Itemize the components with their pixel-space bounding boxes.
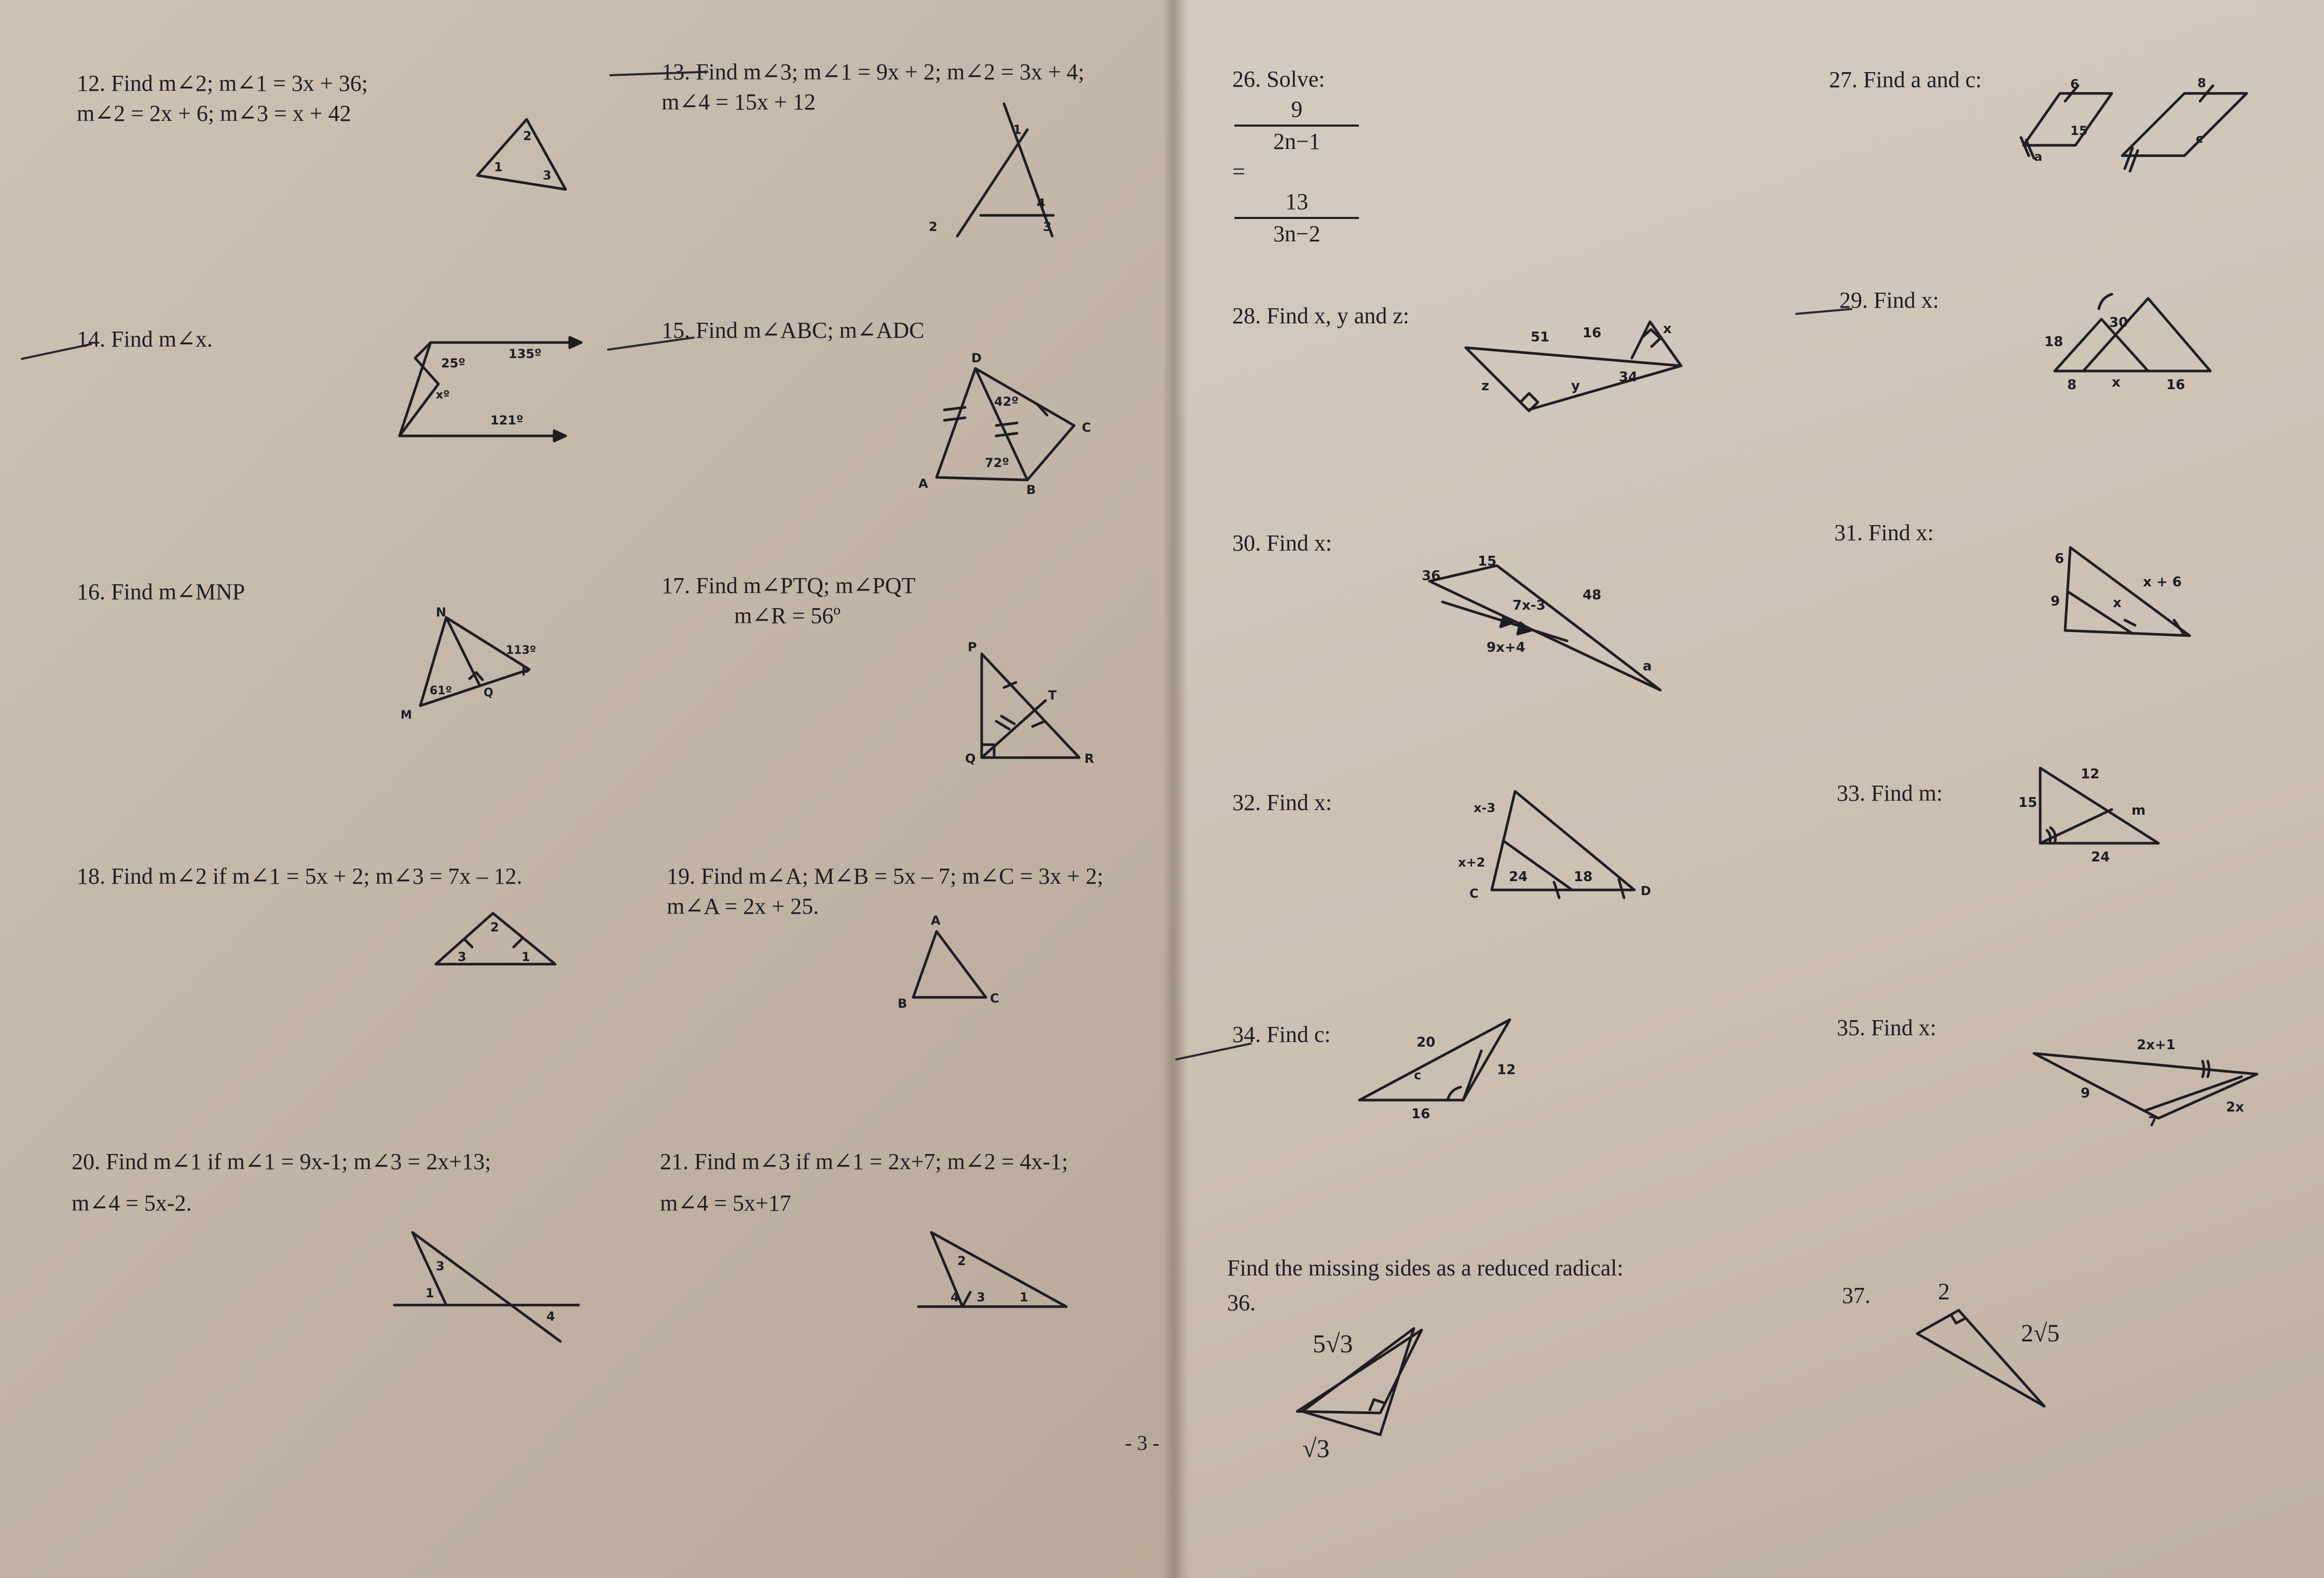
figure-29-triangle <box>2044 288 2231 407</box>
label: 42º <box>994 394 1019 409</box>
question-20-line1: 20. Find m∠1 if m∠1 = 9x-1; m∠3 = 2x+13; <box>72 1149 491 1174</box>
question-21 <box>660 1147 1068 1218</box>
question-34 <box>1232 1020 1330 1050</box>
fraction-2-denominator: 3n−2 <box>1273 221 1321 246</box>
question-13-line2: m∠4 = 15x + 12 <box>662 89 816 115</box>
label: 4 <box>546 1309 555 1324</box>
label: 16 <box>1583 325 1602 341</box>
question-18-line1: 18. Find m∠2 if m∠1 = 5x + 2; m∠3 = 7x – 12. <box>77 863 522 889</box>
label: R <box>1084 751 1094 766</box>
figure-35-triangle <box>2024 1033 2267 1136</box>
label: 7 <box>2148 1114 2158 1130</box>
fraction-1 <box>1234 94 1359 157</box>
label: 1 <box>1013 122 1022 137</box>
question-32-line1: 32. Find x: <box>1232 790 1332 815</box>
figure-15-quadrilateral <box>908 348 1105 498</box>
label: 9 <box>2051 594 2060 609</box>
label: 15 <box>1478 554 1497 569</box>
label: 2x <box>2226 1100 2244 1115</box>
label: 4 <box>1037 196 1046 211</box>
label: 1 <box>1020 1290 1028 1305</box>
label: 2 <box>929 219 938 234</box>
label: 16 <box>2166 377 2185 393</box>
label: B <box>1026 483 1036 497</box>
label: 12 <box>1497 1062 1516 1078</box>
question-21-line1: 21. Find m∠3 if m∠1 = 2x+7; m∠2 = 4x-1; <box>660 1149 1068 1174</box>
question-35 <box>1837 1013 1936 1043</box>
label: P <box>521 666 530 679</box>
label: 24 <box>1509 869 1528 885</box>
figure-34-triangle <box>1349 1014 1520 1129</box>
equals-sign: = <box>1232 158 1245 184</box>
label: 7x-3 <box>1512 598 1546 613</box>
label: 1 <box>494 160 503 174</box>
question-30-line1: 30. Find x: <box>1232 530 1332 556</box>
label: 25º <box>441 356 465 371</box>
label: 3 <box>458 950 466 964</box>
question-37-number: 37. <box>1842 1283 1871 1308</box>
label: a <box>1643 658 1652 674</box>
figure-32-triangle <box>1453 781 1660 911</box>
question-12-line1: 12. Find m∠2; m∠1 = 3x + 36; <box>77 71 368 96</box>
label: 51 <box>1531 330 1550 345</box>
label: 4 <box>951 1290 959 1305</box>
label: 135º <box>508 347 542 361</box>
question-29-line1: 29. Find x: <box>1839 287 1939 313</box>
question-33-line1: 33. Find m: <box>1837 780 1943 806</box>
question-36-number: 36. <box>1227 1290 1256 1315</box>
question-26-label: 26. Solve: <box>1232 66 1325 92</box>
page-gutter <box>1162 0 1188 1578</box>
question-31-line1: 31. Find x: <box>1834 520 1934 545</box>
question-19-line2: m∠A = 2x + 25. <box>667 894 819 919</box>
label: x <box>1663 321 1672 337</box>
question-29 <box>1839 285 1939 315</box>
label: M <box>401 709 412 722</box>
radical-section-heading: Find the missing sides as a reduced radical: <box>1227 1255 1624 1281</box>
question-36-side-a: 5√3 <box>1313 1329 1353 1358</box>
label: 9 <box>2081 1086 2091 1101</box>
question-28-line1: 28. Find x, y and z: <box>1232 303 1409 328</box>
question-35-line1: 35. Find x: <box>1837 1015 1936 1040</box>
question-20 <box>72 1147 491 1218</box>
question-19 <box>667 861 1103 922</box>
figure-12-triangle <box>467 114 571 197</box>
question-36-side-b: √3 <box>1302 1434 1330 1463</box>
question-32 <box>1232 788 1332 818</box>
label: 3 <box>543 168 552 183</box>
label: 1 <box>425 1286 434 1300</box>
label: 12 <box>2081 766 2100 782</box>
question-14-line1: 14. Find m∠x. <box>77 326 213 352</box>
label: 36 <box>1422 568 1441 584</box>
label: 16 <box>1411 1106 1431 1122</box>
label: 3 <box>1043 219 1052 234</box>
label: 1 <box>521 950 530 964</box>
label: 9x+4 <box>1487 640 1525 655</box>
question-15-line1: 15. Find m∠ABC; m∠ADC <box>662 318 925 343</box>
figure-36-right-triangle <box>1292 1326 1427 1424</box>
label: 72º <box>985 456 1009 470</box>
label: 15 <box>2018 795 2038 811</box>
label: x + 6 <box>2143 574 2182 590</box>
question-37-side-a: 2 <box>1938 1278 1950 1305</box>
label: z <box>1481 378 1490 394</box>
label: 15 <box>2070 124 2088 138</box>
label: 2 <box>490 920 499 935</box>
label: x+2 <box>1458 855 1486 870</box>
question-16-line1: 16. Find m∠MNP <box>77 579 245 605</box>
question-19-line1: 19. Find m∠A; M∠B = 5x – 7; m∠C = 3x + 2; <box>667 863 1104 889</box>
question-28 <box>1232 301 1409 331</box>
question-20-line2: m∠4 = 5x-2. <box>72 1190 192 1216</box>
figure-30-triangle <box>1411 550 1660 706</box>
figure-33-triangle <box>2013 763 2169 872</box>
figure-13-lines <box>913 104 1069 244</box>
label: 2 <box>957 1254 966 1268</box>
label: 34 <box>1619 369 1638 385</box>
question-12-line2: m∠2 = 2x + 6; m∠3 = x + 42 <box>77 101 351 126</box>
question-17-line2: m∠R = 56º <box>734 603 841 628</box>
figure-19-triangle <box>892 908 1007 1012</box>
question-34-line1: 34. Find c: <box>1232 1022 1331 1047</box>
fraction-1-numerator: 9 <box>1234 94 1359 127</box>
label: 18 <box>2044 334 2064 350</box>
label: 2 <box>523 129 532 143</box>
label: P <box>968 640 977 654</box>
fraction-1-denominator: 2n−1 <box>1273 128 1321 154</box>
question-21-line2: m∠4 = 5x+17 <box>660 1190 791 1216</box>
label: N <box>436 605 447 620</box>
label: T <box>1048 688 1057 703</box>
label: D <box>1641 884 1651 898</box>
figure-16-triangle <box>394 602 560 726</box>
label: C <box>1469 886 1479 901</box>
label: 6 <box>2070 77 2079 91</box>
label: 8 <box>2067 377 2077 393</box>
question-13-line1: 13. Find m∠3; m∠1 = 9x + 2; m∠2 = 3x + 4; <box>662 59 1084 85</box>
label: a <box>2034 149 2043 164</box>
label: Q <box>484 687 493 699</box>
label: 48 <box>1583 587 1602 603</box>
label: 24 <box>2091 849 2110 865</box>
fraction-2 <box>1234 187 1359 249</box>
label: C <box>990 991 999 1006</box>
label: D <box>971 351 982 365</box>
question-30 <box>1232 528 1332 558</box>
figure-14-parallel-lines <box>394 332 581 446</box>
label: x <box>2112 375 2121 390</box>
question-37-side-b: 2√5 <box>2021 1320 2060 1347</box>
label: x <box>2113 595 2122 611</box>
label: x-3 <box>1474 801 1496 815</box>
figure-21-triangle <box>913 1230 1069 1318</box>
question-14 <box>77 324 213 354</box>
label: 3 <box>977 1290 985 1305</box>
label: 20 <box>1417 1035 1436 1050</box>
label: A <box>931 913 941 928</box>
question-31 <box>1834 518 1934 548</box>
label: 18 <box>1574 869 1593 885</box>
question-27 <box>1829 65 1982 95</box>
figure-18-triangle <box>431 908 560 970</box>
label: m <box>2132 803 2146 818</box>
label: 3 <box>436 1259 445 1273</box>
label: A <box>918 476 928 491</box>
label: xº <box>436 389 450 402</box>
figure-28-triangles <box>1458 306 1692 426</box>
label: c <box>2196 131 2204 146</box>
label: C <box>1082 420 1091 435</box>
question-16 <box>77 577 245 607</box>
label: y <box>1571 378 1580 394</box>
page-number: - 3 - <box>1125 1431 1160 1454</box>
label: 113º <box>506 644 537 657</box>
question-17-line1: 17. Find m∠PTQ; m∠PQT <box>662 573 916 598</box>
figure-27-parallelograms <box>2013 73 2262 176</box>
question-18 <box>77 861 522 891</box>
question-33 <box>1837 778 1943 808</box>
fraction-2-numerator: 13 <box>1234 187 1359 219</box>
figure-31-triangle <box>2044 542 2200 646</box>
question-27-line1: 27. Find a and c: <box>1829 67 1982 92</box>
label: 2x+1 <box>2137 1037 2176 1053</box>
question-17 <box>662 571 915 631</box>
question-26 <box>1232 62 1361 249</box>
question-15 <box>662 315 924 346</box>
label: 121º <box>490 413 524 428</box>
label: 61º <box>430 684 452 697</box>
label: 30 <box>2109 315 2128 331</box>
label: c <box>1414 1068 1422 1082</box>
question-12 <box>77 68 368 129</box>
label: Q <box>965 751 976 766</box>
label: B <box>898 996 907 1011</box>
figure-20-lines <box>389 1230 586 1349</box>
label: 8 <box>2197 76 2206 90</box>
label: 6 <box>2055 551 2065 567</box>
figure-17-triangle <box>955 638 1110 773</box>
